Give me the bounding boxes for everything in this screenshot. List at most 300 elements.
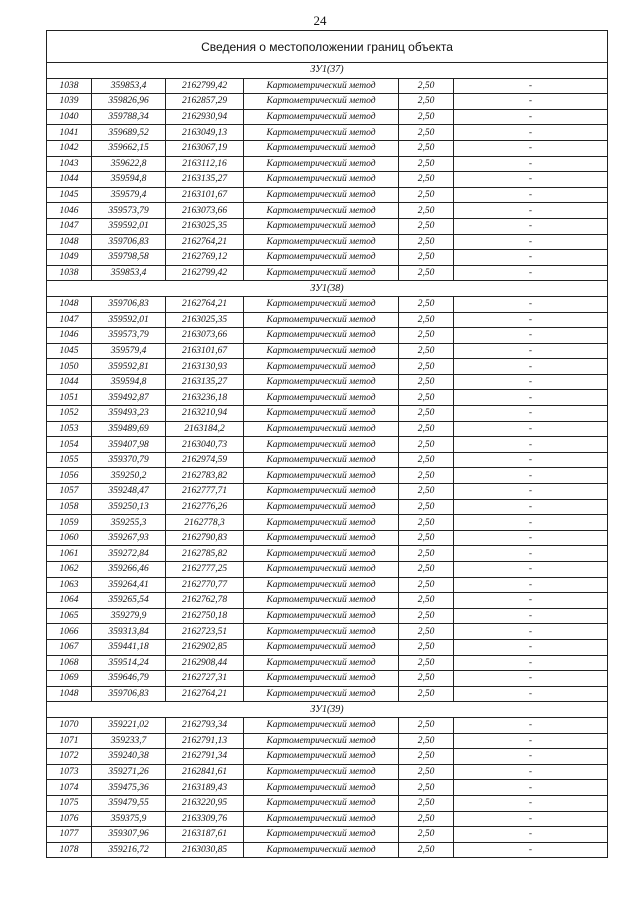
coord-y: 2163135,27 [166,374,244,390]
accuracy-cell: 2,50 [399,187,454,203]
point-number: 1074 [47,780,92,796]
coord-x: 359407,98 [92,437,166,453]
accuracy-cell: 2,50 [399,484,454,500]
coord-y: 2163025,35 [166,218,244,234]
note-cell: - [454,234,608,250]
note-cell: - [454,827,608,843]
accuracy-cell: 2,50 [399,530,454,546]
table-row [47,577,608,593]
coord-y: 2162764,21 [166,686,244,702]
coord-y: 2162777,25 [166,562,244,578]
method-cell: Картометрический метод [244,328,399,344]
point-number: 1075 [47,795,92,811]
note-cell: - [454,312,608,328]
section-header-row [47,702,608,718]
coord-x: 359622,8 [92,156,166,172]
coord-y: 2162783,82 [166,468,244,484]
point-number: 1078 [47,842,92,858]
coord-x: 359266,46 [92,562,166,578]
table-row [47,312,608,328]
note-cell: - [454,437,608,453]
coord-x: 359267,93 [92,530,166,546]
accuracy-cell: 2,50 [399,624,454,640]
accuracy-cell: 2,50 [399,749,454,765]
point-number: 1061 [47,546,92,562]
method-cell: Картометрический метод [244,562,399,578]
table-row [47,359,608,375]
coord-x: 359706,83 [92,234,166,250]
note-cell: - [454,639,608,655]
coord-x: 359592,01 [92,218,166,234]
accuracy-cell: 2,50 [399,780,454,796]
coord-x: 359272,84 [92,546,166,562]
point-number: 1048 [47,234,92,250]
coord-y: 2162770,77 [166,577,244,593]
table-title-row [47,31,608,63]
table-row [47,296,608,312]
method-cell: Картометрический метод [244,546,399,562]
note-cell: - [454,94,608,110]
method-cell: Картометрический метод [244,421,399,437]
point-number: 1043 [47,156,92,172]
coord-x: 359492,87 [92,390,166,406]
coord-x: 359250,13 [92,499,166,515]
section-header-row [47,281,608,297]
note-cell: - [454,842,608,858]
coord-y: 2162930,94 [166,109,244,125]
accuracy-cell: 2,50 [399,172,454,188]
method-cell: Картометрический метод [244,172,399,188]
note-cell: - [454,359,608,375]
coord-y: 2162857,29 [166,94,244,110]
coord-y: 2162723,51 [166,624,244,640]
method-cell: Картометрический метод [244,468,399,484]
point-number: 1072 [47,749,92,765]
table-row [47,468,608,484]
section-name: ЗУ1(37) [47,63,608,79]
table-row [47,499,608,515]
coord-x: 359579,4 [92,343,166,359]
table-row [47,94,608,110]
table-row [47,218,608,234]
method-cell: Картометрический метод [244,484,399,500]
accuracy-cell: 2,50 [399,515,454,531]
accuracy-cell: 2,50 [399,842,454,858]
accuracy-cell: 2,50 [399,328,454,344]
table-row [47,250,608,266]
table-row [47,608,608,624]
coord-x: 359271,26 [92,764,166,780]
coord-x: 359489,69 [92,421,166,437]
accuracy-cell: 2,50 [399,827,454,843]
coord-x: 359594,8 [92,374,166,390]
accuracy-cell: 2,50 [399,374,454,390]
method-cell: Картометрический метод [244,187,399,203]
point-number: 1047 [47,312,92,328]
coord-x: 359798,58 [92,250,166,266]
accuracy-cell: 2,50 [399,499,454,515]
point-number: 1057 [47,484,92,500]
table-row [47,343,608,359]
coord-x: 359853,4 [92,265,166,281]
coord-y: 2163025,35 [166,312,244,328]
coord-x: 359853,4 [92,78,166,94]
point-number: 1038 [47,78,92,94]
accuracy-cell: 2,50 [399,234,454,250]
note-cell: - [454,218,608,234]
note-cell: - [454,624,608,640]
method-cell: Картометрический метод [244,717,399,733]
coord-y: 2162762,78 [166,593,244,609]
note-cell: - [454,780,608,796]
point-number: 1046 [47,203,92,219]
table-row [47,328,608,344]
point-number: 1062 [47,562,92,578]
note-cell: - [454,390,608,406]
method-cell: Картометрический метод [244,312,399,328]
coord-x: 359313,84 [92,624,166,640]
table-row [47,780,608,796]
coord-x: 359240,38 [92,749,166,765]
note-cell: - [454,452,608,468]
coord-y: 2162764,21 [166,234,244,250]
coord-y: 2162790,83 [166,530,244,546]
table-row [47,140,608,156]
point-number: 1044 [47,374,92,390]
note-cell: - [454,140,608,156]
coord-x: 359479,55 [92,795,166,811]
coord-y: 2163184,2 [166,421,244,437]
method-cell: Картометрический метод [244,156,399,172]
coord-y: 2162799,42 [166,265,244,281]
table-row [47,390,608,406]
note-cell: - [454,374,608,390]
method-cell: Картометрический метод [244,608,399,624]
coord-x: 359646,79 [92,671,166,687]
point-number: 1064 [47,593,92,609]
point-number: 1068 [47,655,92,671]
table-row [47,827,608,843]
point-number: 1046 [47,328,92,344]
coord-y: 2163040,73 [166,437,244,453]
accuracy-cell: 2,50 [399,94,454,110]
table-row [47,125,608,141]
coord-x: 359706,83 [92,296,166,312]
table-row [47,795,608,811]
coord-y: 2163073,66 [166,203,244,219]
point-number: 1052 [47,406,92,422]
accuracy-cell: 2,50 [399,639,454,655]
accuracy-cell: 2,50 [399,203,454,219]
accuracy-cell: 2,50 [399,562,454,578]
coord-y: 2162776,26 [166,499,244,515]
coord-y: 2163073,66 [166,328,244,344]
method-cell: Картометрический метод [244,827,399,843]
coord-x: 359375,9 [92,811,166,827]
coord-x: 359826,96 [92,94,166,110]
table-row [47,484,608,500]
note-cell: - [454,671,608,687]
note-cell: - [454,421,608,437]
coord-y: 2163101,67 [166,187,244,203]
point-number: 1065 [47,608,92,624]
note-cell: - [454,764,608,780]
coord-x: 359265,54 [92,593,166,609]
table-row [47,406,608,422]
coord-y: 2163210,94 [166,406,244,422]
coord-y: 2162778,3 [166,515,244,531]
note-cell: - [454,562,608,578]
table-row [47,109,608,125]
accuracy-cell: 2,50 [399,421,454,437]
method-cell: Картометрический метод [244,78,399,94]
coord-x: 359493,23 [92,406,166,422]
point-number: 1047 [47,218,92,234]
coord-x: 359592,01 [92,312,166,328]
coord-y: 2163112,16 [166,156,244,172]
point-number: 1066 [47,624,92,640]
coord-x: 359706,83 [92,686,166,702]
method-cell: Картометрический метод [244,343,399,359]
coord-y: 2162902,85 [166,639,244,655]
note-cell: - [454,795,608,811]
point-number: 1045 [47,343,92,359]
coord-y: 2162750,18 [166,608,244,624]
accuracy-cell: 2,50 [399,655,454,671]
accuracy-cell: 2,50 [399,577,454,593]
point-number: 1053 [47,421,92,437]
table-row [47,686,608,702]
table-row [47,671,608,687]
accuracy-cell: 2,50 [399,125,454,141]
method-cell: Картометрический метод [244,234,399,250]
table-row [47,265,608,281]
method-cell: Картометрический метод [244,296,399,312]
method-cell: Картометрический метод [244,140,399,156]
method-cell: Картометрический метод [244,109,399,125]
section-name: ЗУ1(38) [47,281,608,297]
coord-y: 2163220,95 [166,795,244,811]
note-cell: - [454,250,608,266]
note-cell: - [454,499,608,515]
point-number: 1076 [47,811,92,827]
accuracy-cell: 2,50 [399,343,454,359]
coord-y: 2163309,76 [166,811,244,827]
method-cell: Картометрический метод [244,749,399,765]
point-number: 1067 [47,639,92,655]
section-header-row [47,63,608,79]
point-number: 1063 [47,577,92,593]
point-number: 1044 [47,172,92,188]
note-cell: - [454,593,608,609]
accuracy-cell: 2,50 [399,265,454,281]
table-row [47,374,608,390]
coord-y: 2163187,61 [166,827,244,843]
note-cell: - [454,109,608,125]
accuracy-cell: 2,50 [399,359,454,375]
method-cell: Картометрический метод [244,203,399,219]
boundary-table [46,30,608,858]
accuracy-cell: 2,50 [399,811,454,827]
coord-y: 2162791,13 [166,733,244,749]
accuracy-cell: 2,50 [399,156,454,172]
note-cell: - [454,328,608,344]
note-cell: - [454,187,608,203]
table-row [47,421,608,437]
coord-y: 2162791,34 [166,749,244,765]
table-row [47,452,608,468]
table-row [47,437,608,453]
coord-x: 359264,41 [92,577,166,593]
note-cell: - [454,172,608,188]
method-cell: Картометрический метод [244,125,399,141]
method-cell: Картометрический метод [244,780,399,796]
note-cell: - [454,156,608,172]
note-cell: - [454,343,608,359]
table-row [47,764,608,780]
coord-x: 359689,52 [92,125,166,141]
coord-x: 359573,79 [92,203,166,219]
point-number: 1048 [47,296,92,312]
method-cell: Картометрический метод [244,733,399,749]
note-cell: - [454,811,608,827]
method-cell: Картометрический метод [244,530,399,546]
note-cell: - [454,265,608,281]
point-number: 1038 [47,265,92,281]
coord-x: 359662,15 [92,140,166,156]
coord-x: 359248,47 [92,484,166,500]
accuracy-cell: 2,50 [399,140,454,156]
accuracy-cell: 2,50 [399,109,454,125]
coord-x: 359592,81 [92,359,166,375]
point-number: 1059 [47,515,92,531]
note-cell: - [454,655,608,671]
table-row [47,546,608,562]
method-cell: Картометрический метод [244,764,399,780]
accuracy-cell: 2,50 [399,78,454,94]
coord-y: 2162974,59 [166,452,244,468]
coord-y: 2163130,93 [166,359,244,375]
note-cell: - [454,78,608,94]
coord-y: 2162769,12 [166,250,244,266]
table-row [47,187,608,203]
method-cell: Картометрический метод [244,452,399,468]
accuracy-cell: 2,50 [399,296,454,312]
table-row [47,234,608,250]
point-number: 1056 [47,468,92,484]
point-number: 1051 [47,390,92,406]
point-number: 1055 [47,452,92,468]
coord-y: 2162727,31 [166,671,244,687]
coord-x: 359307,96 [92,827,166,843]
coord-y: 2162785,82 [166,546,244,562]
coord-y: 2162799,42 [166,78,244,94]
table-row [47,172,608,188]
point-number: 1073 [47,764,92,780]
accuracy-cell: 2,50 [399,452,454,468]
accuracy-cell: 2,50 [399,546,454,562]
table-row [47,639,608,655]
method-cell: Картометрический метод [244,250,399,266]
method-cell: Картометрический метод [244,671,399,687]
method-cell: Картометрический метод [244,624,399,640]
coord-x: 359233,7 [92,733,166,749]
coord-y: 2163049,13 [166,125,244,141]
accuracy-cell: 2,50 [399,468,454,484]
note-cell: - [454,125,608,141]
table-row [47,515,608,531]
point-number: 1060 [47,530,92,546]
accuracy-cell: 2,50 [399,390,454,406]
coord-y: 2163189,43 [166,780,244,796]
method-cell: Картометрический метод [244,795,399,811]
note-cell: - [454,686,608,702]
note-cell: - [454,406,608,422]
coord-x: 359250,2 [92,468,166,484]
method-cell: Картометрический метод [244,811,399,827]
coord-x: 359573,79 [92,328,166,344]
section-name: ЗУ1(39) [47,702,608,718]
method-cell: Картометрический метод [244,577,399,593]
table-row [47,78,608,94]
coord-y: 2162777,71 [166,484,244,500]
point-number: 1048 [47,686,92,702]
method-cell: Картометрический метод [244,842,399,858]
note-cell: - [454,749,608,765]
coord-x: 359594,8 [92,172,166,188]
coord-x: 359216,72 [92,842,166,858]
note-cell: - [454,515,608,531]
coord-x: 359255,3 [92,515,166,531]
point-number: 1042 [47,140,92,156]
coord-x: 359370,79 [92,452,166,468]
point-number: 1039 [47,94,92,110]
method-cell: Картометрический метод [244,218,399,234]
accuracy-cell: 2,50 [399,764,454,780]
table-row [47,811,608,827]
point-number: 1054 [47,437,92,453]
note-cell: - [454,546,608,562]
table-row [47,562,608,578]
table-row [47,655,608,671]
coord-y: 2162764,21 [166,296,244,312]
note-cell: - [454,530,608,546]
note-cell: - [454,296,608,312]
accuracy-cell: 2,50 [399,437,454,453]
method-cell: Картометрический метод [244,515,399,531]
point-number: 1069 [47,671,92,687]
method-cell: Картометрический метод [244,359,399,375]
table-row [47,842,608,858]
coord-y: 2163135,27 [166,172,244,188]
note-cell: - [454,468,608,484]
point-number: 1040 [47,109,92,125]
table-row [47,530,608,546]
point-number: 1070 [47,717,92,733]
accuracy-cell: 2,50 [399,671,454,687]
coord-x: 359788,34 [92,109,166,125]
table-row [47,156,608,172]
coord-x: 359441,18 [92,639,166,655]
method-cell: Картометрический метод [244,655,399,671]
accuracy-cell: 2,50 [399,593,454,609]
coord-y: 2163236,18 [166,390,244,406]
page-number: 24 [313,13,327,28]
table-row [47,733,608,749]
table-row [47,624,608,640]
accuracy-cell: 2,50 [399,686,454,702]
table-row [47,593,608,609]
